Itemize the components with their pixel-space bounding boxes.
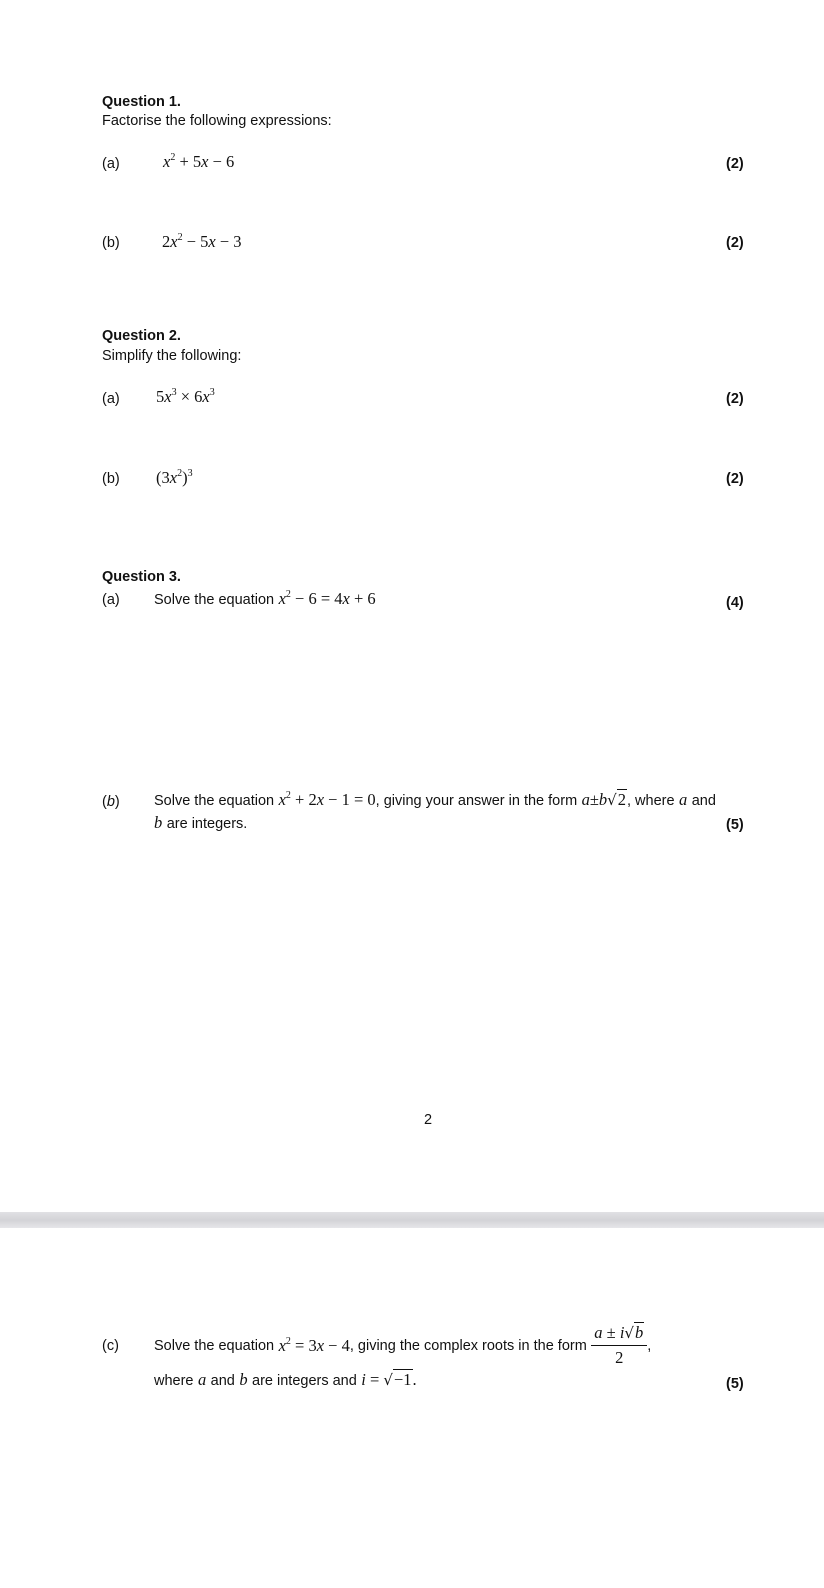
question-3c-text-2: , giving the complex roots in the form [349, 1337, 587, 1354]
exam-page-2 [0, 1228, 824, 1588]
question-3a-statement [154, 589, 376, 609]
question-1-instruction: Factorise the following expressions: [102, 113, 332, 129]
question-1b-marks: (2) [726, 235, 744, 251]
question-1b-label: (b) [102, 235, 120, 251]
question-3b-var-b: b [154, 813, 163, 832]
question-3b-var-a: a [679, 790, 688, 809]
question-3a-marks: (4) [726, 595, 744, 611]
question-3b-text-5: are integers. [166, 816, 248, 832]
question-3b-marks: (5) [726, 817, 744, 833]
question-3-title: Question 3. [102, 569, 181, 585]
question-3a-text: Solve the equation [154, 592, 275, 608]
question-2a-marks: (2) [726, 391, 744, 407]
question-3c-comma: , [647, 1337, 652, 1354]
question-1a-expression: $x^2 + 5x - 6$ [163, 152, 235, 171]
question-2a-label: (a) [102, 391, 120, 407]
question-3b-statement-line2 [154, 813, 247, 833]
question-3b-text-2: , giving your answer in the form [375, 793, 578, 809]
question-2-instruction: Simplify the following: [102, 348, 242, 364]
question-3c-imaginary-unit: i = √−1. [361, 1370, 417, 1389]
question-3c-equation: $x^2 = 3x - 4$ [278, 1335, 350, 1355]
question-3b-equation: $x^2 + 2x - 1 = 0$ [278, 790, 376, 809]
question-3c-var-b: b [239, 1370, 248, 1389]
question-2b-label: (b) [102, 471, 120, 487]
question-3b-text-4: and [691, 793, 716, 809]
question-3c-text-5: are integers and [252, 1373, 357, 1389]
question-2-title: Question 2. [102, 328, 181, 344]
question-3c-text-1: Solve the equation [154, 1337, 275, 1354]
question-3c-label: (c) [102, 1338, 119, 1354]
page-number: 2 [424, 1112, 433, 1128]
question-3c-fraction: $\frac{a \pm i√b}{2}$ [591, 1323, 647, 1368]
question-1a-label: (a) [102, 156, 120, 172]
question-3b-answer-form: a±b√2 [581, 790, 626, 809]
question-3c-statement-line2 [154, 1370, 417, 1390]
question-2a-expression: $5x^3 \times 6x^3$ [156, 387, 215, 406]
question-2b-expression: $(3x^2)^3$ [156, 468, 193, 487]
question-3c-text-3: where [154, 1373, 194, 1389]
question-1b-expression: $2x^2 - 5x - 3$ [162, 232, 242, 251]
question-3b-statement-line1 [154, 790, 716, 810]
page-separator [0, 1212, 824, 1228]
question-3a-equation: $x^2 - 6 = 4x + 6$ [278, 589, 376, 608]
question-3b-text-1: Solve the equation [154, 793, 275, 809]
question-3c-statement-line1 [154, 1323, 651, 1368]
question-3c-text-4: and [210, 1373, 235, 1389]
question-3b-label: (b) [102, 794, 120, 810]
question-1-title: Question 1. [102, 94, 181, 110]
question-1a-marks: (2) [726, 156, 744, 172]
question-3c-marks: (5) [726, 1376, 744, 1392]
question-3b-text-3: , where [626, 793, 675, 809]
question-2b-marks: (2) [726, 471, 744, 487]
question-3c-var-a: a [197, 1370, 207, 1389]
question-3a-label: (a) [102, 592, 120, 608]
